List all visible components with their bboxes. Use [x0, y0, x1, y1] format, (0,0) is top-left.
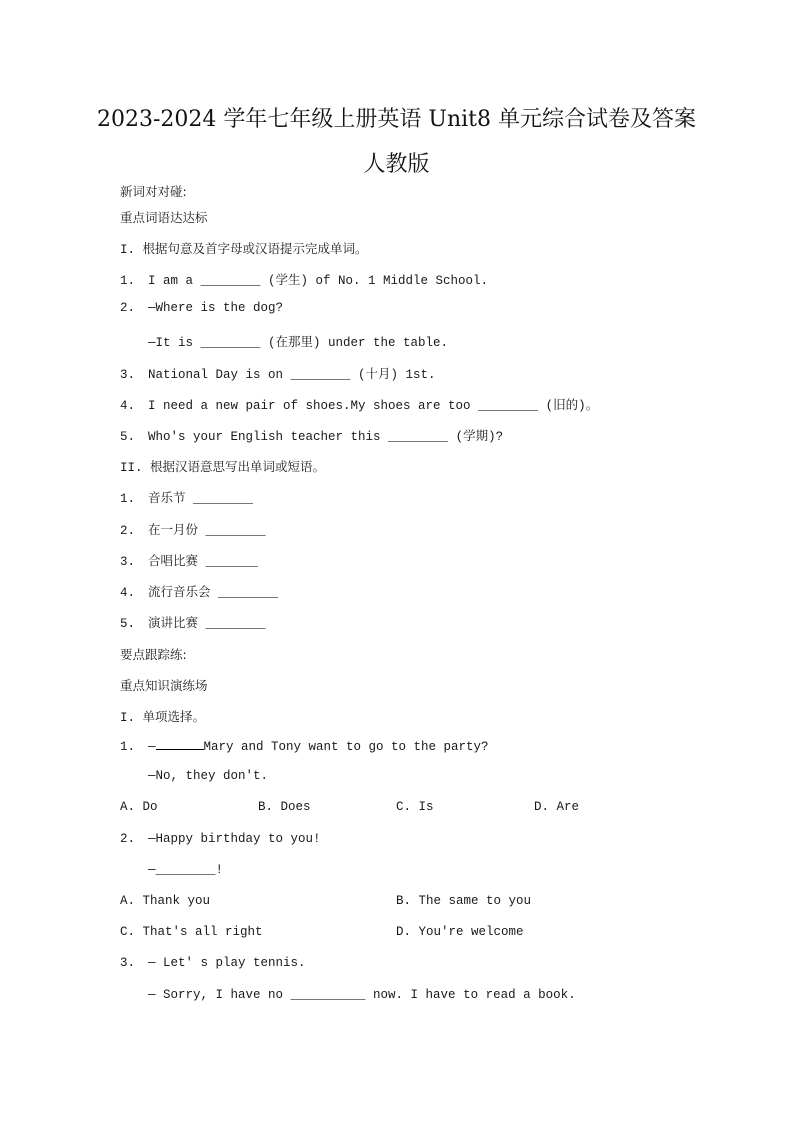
section-new-words: 新词对对碰:: [120, 184, 187, 199]
mcq-1-option-a[interactable]: A. Do: [120, 800, 158, 814]
part2-heading: II. 根据汉语意思写出单词或短语。: [120, 461, 326, 475]
subsection-vocab: 重点词语达达标: [120, 210, 208, 225]
mcq-1-option-c[interactable]: C. Is: [396, 800, 434, 814]
answer-blank[interactable]: ________: [200, 274, 261, 288]
answer-blank[interactable]: __________: [290, 988, 366, 1002]
mcq-1-option-b[interactable]: B. Does: [258, 800, 311, 814]
answer-blank[interactable]: ________: [193, 492, 254, 506]
part2-item-1: 1. 音乐节 ________: [120, 492, 254, 506]
answer-blank[interactable]: ________: [200, 336, 261, 350]
answer-blank[interactable]: ________: [478, 399, 539, 413]
answer-blank[interactable]: ________: [290, 368, 351, 382]
mcq-2-option-c[interactable]: C. That's all right: [120, 925, 263, 939]
mcq-2-option-b[interactable]: B. The same to you: [396, 894, 532, 908]
part1-item-4: 4. I need a new pair of shoes.My shoes are too ________ (旧的)。: [120, 399, 599, 413]
answer-blank[interactable]: ________: [388, 430, 449, 444]
part1-item-1: 1. I am a ________ (学生) of No. 1 Middle School.: [120, 274, 489, 288]
mcq-2-option-a[interactable]: A. Thank you: [120, 894, 211, 908]
mcq-3-question: 3. — Let' s play tennis.: [120, 956, 306, 970]
document-title: 2023-2024 学年七年级上册英语 Unit8 单元综合试卷及答案: [97, 107, 696, 132]
answer-blank[interactable]: [156, 738, 204, 750]
part1-item-3: 3. National Day is on ________ (十月) 1st.: [120, 368, 436, 382]
answer-blank[interactable]: ________: [218, 586, 279, 600]
answer-blank[interactable]: ________: [205, 524, 266, 538]
subsection-knowledge: 重点知识演练场: [120, 678, 208, 693]
mcq-2-response: —________!: [148, 863, 224, 877]
mcq-3-response: — Sorry, I have no __________ now. I have to read a book.: [148, 988, 576, 1002]
section-key-points: 要点跟踪练:: [120, 647, 187, 662]
answer-blank[interactable]: ________: [205, 617, 266, 631]
part2-item-3: 3. 合唱比赛 _______: [120, 555, 259, 569]
mcq-1-option-d[interactable]: D. Are: [534, 800, 580, 814]
answer-blank[interactable]: ________: [155, 863, 216, 877]
mcq-1-response: —No, they don't.: [148, 769, 269, 783]
document-subtitle: 人教版: [363, 152, 430, 177]
part2-item-2: 2. 在一月份 ________: [120, 524, 266, 538]
part2-item-4: 4. 流行音乐会 ________: [120, 586, 279, 600]
part1-item-5: 5. Who's your English teacher this ________ (学期)?: [120, 430, 504, 444]
part3-heading: I. 单项选择。: [120, 711, 206, 725]
part2-item-5: 5. 演讲比赛 ________: [120, 617, 266, 631]
answer-blank[interactable]: _______: [205, 555, 259, 569]
mcq-2-option-d[interactable]: D. You're welcome: [396, 925, 524, 939]
part1-heading: I. 根据句意及首字母或汉语提示完成单词。: [120, 243, 368, 257]
part1-item-2-a: —It is ________ (在那里) under the table.: [148, 336, 449, 350]
part1-item-2-q: 2. —Where is the dog?: [120, 301, 284, 315]
mcq-2-question: 2. —Happy birthday to you!: [120, 832, 321, 846]
mcq-1-question: 1. — Mary and Tony want to go to the party?: [120, 740, 489, 754]
